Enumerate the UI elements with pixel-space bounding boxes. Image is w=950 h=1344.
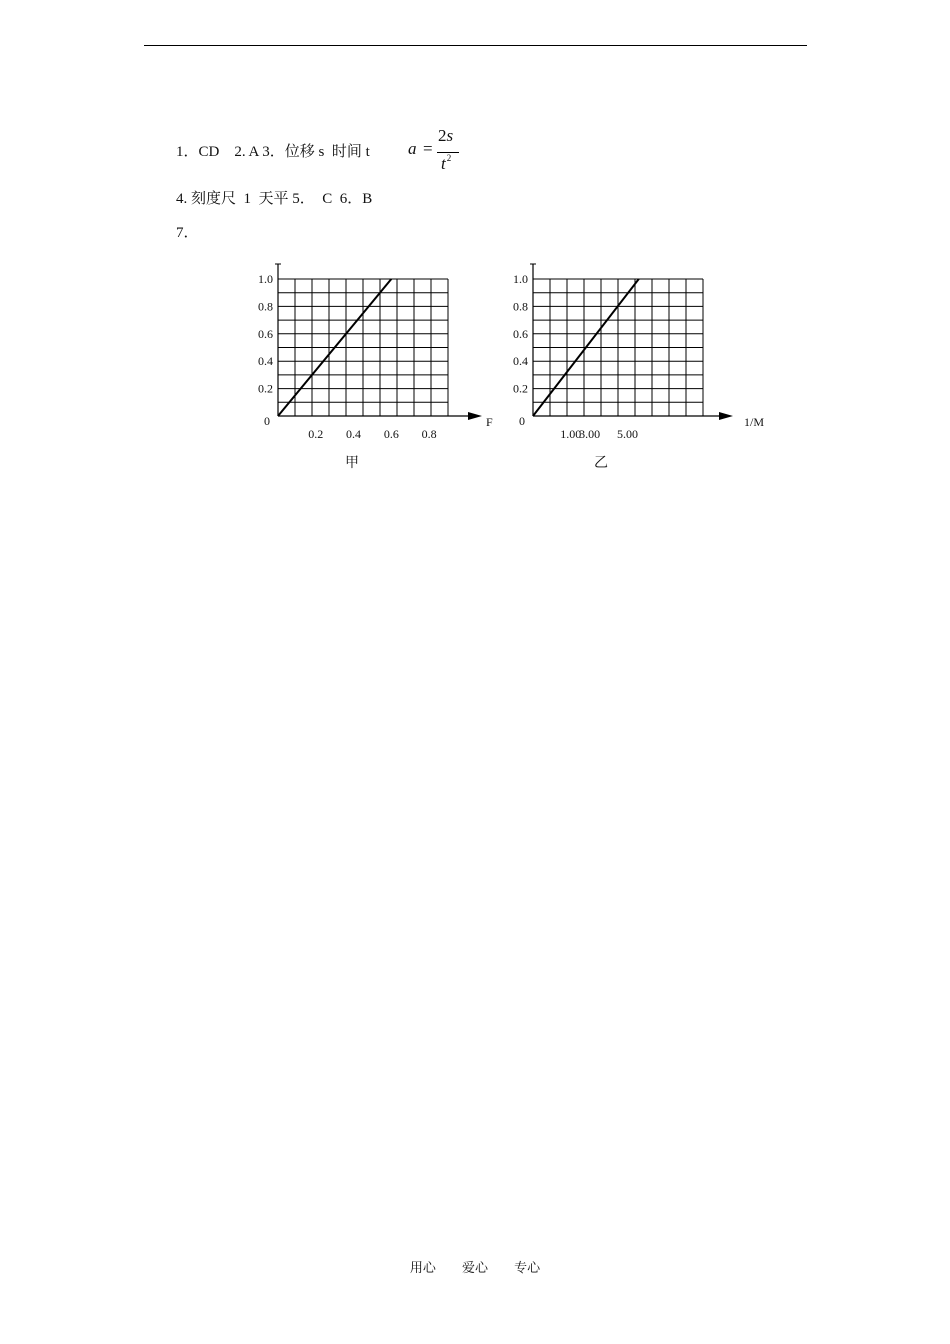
y-tick-label: 0.8 bbox=[258, 299, 273, 314]
y-tick-label: 0.4 bbox=[258, 354, 273, 369]
y-tick-label: 0.2 bbox=[513, 381, 528, 396]
y-tick-label: 1.0 bbox=[258, 272, 273, 286]
page-footer bbox=[0, 1257, 950, 1276]
formula-equals: = bbox=[423, 139, 433, 158]
x-tick-label: 0.6 bbox=[383, 427, 399, 441]
y-tick-label: 0.8 bbox=[513, 299, 528, 314]
chart-caption-jia: 甲 bbox=[345, 455, 359, 471]
x-tick-label: 1.00 bbox=[560, 427, 582, 441]
y-tick-label: 0.6 bbox=[258, 326, 273, 341]
chart-yi bbox=[505, 258, 780, 441]
x-axis-label: F bbox=[486, 415, 493, 429]
formula-num-digit: 2 bbox=[438, 126, 447, 145]
x-axis-label: 1/M bbox=[744, 415, 765, 429]
origin-label: 0 bbox=[264, 414, 270, 428]
x-tick-label: 0.8 bbox=[421, 427, 437, 441]
header-rule bbox=[144, 45, 807, 46]
formula-num-var: s bbox=[446, 126, 454, 145]
origin-label: 0 bbox=[519, 414, 525, 428]
formula-numerator bbox=[438, 126, 453, 146]
formula-denominator bbox=[441, 153, 451, 174]
footer-item: 用心 bbox=[409, 1261, 436, 1276]
formula-den-exp: 2 bbox=[446, 153, 452, 163]
footer-item: 爱心 bbox=[461, 1261, 488, 1276]
answer-line-2: 4. 刻度尺 1 天平 5． C 6．B bbox=[176, 191, 373, 207]
x-tick-label: 3.00 bbox=[579, 427, 601, 441]
formula-lhs: a bbox=[408, 139, 417, 158]
answer-line-1: 1．CD 2. A 3．位移 s 时间 t bbox=[176, 144, 370, 160]
x-tick-label: 0.2 bbox=[308, 427, 324, 441]
chart-caption-yi: 乙 bbox=[594, 455, 608, 471]
x-tick-label: 0.4 bbox=[346, 427, 362, 441]
x-axis-arrow bbox=[468, 412, 482, 420]
formula-den-var: t bbox=[441, 154, 446, 173]
x-axis-arrow bbox=[719, 412, 733, 420]
acceleration-formula bbox=[408, 125, 468, 177]
y-tick-label: 0.2 bbox=[258, 381, 273, 396]
answer-line-3: 7． bbox=[176, 225, 199, 241]
y-tick-label: 0.6 bbox=[513, 326, 528, 341]
y-tick-label: 0.4 bbox=[513, 354, 528, 369]
y-tick-label: 1.0 bbox=[513, 272, 528, 286]
x-tick-label: 5.00 bbox=[616, 427, 638, 441]
chart-jia bbox=[250, 258, 510, 441]
footer-item: 专心 bbox=[514, 1261, 541, 1276]
